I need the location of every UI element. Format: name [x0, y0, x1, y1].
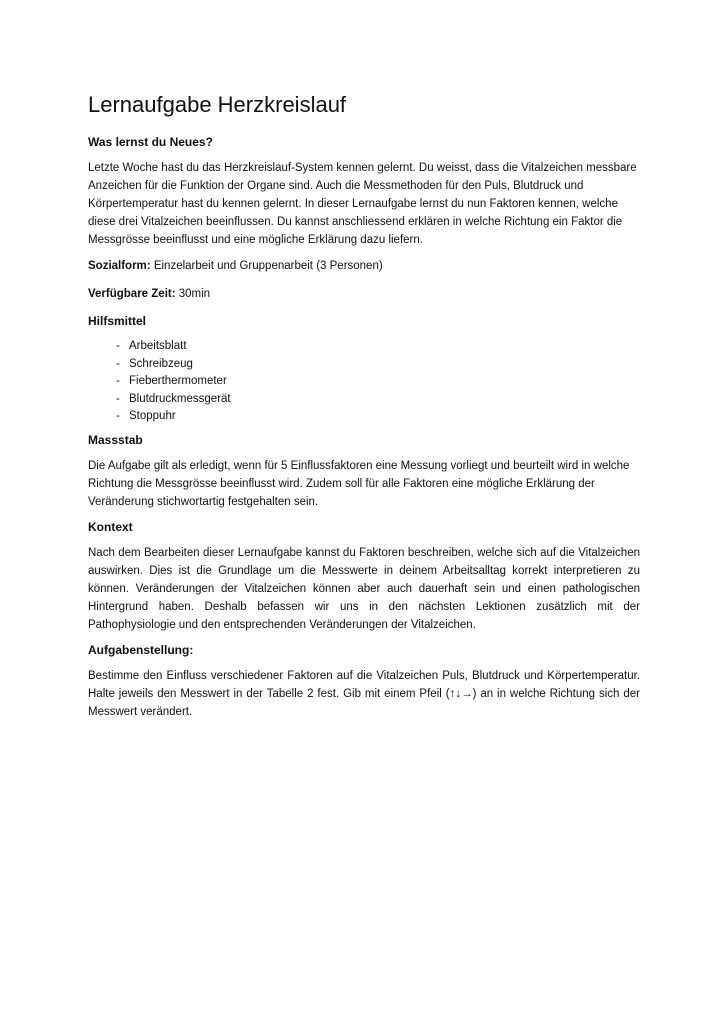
list-item: [88, 338, 640, 356]
list-dash: -: [116, 392, 120, 405]
section-heading-massstab: Massstab: [88, 432, 143, 447]
section-text-new: Letzte Woche hast du das Herzkreislauf-System kennen gelernt. Du weisst, dass die Vitalzeichen messbare Anzeichen für die Funktion der Organe sind. Auch die Messmethoden für den Puls, Blutdruck und Körpertemperatur hast du kennen gelernt. In dieser Lernaufgabe lernst du nun Faktoren kennen, welche diese drei Vitalzeichen beeinflussen. Du kannst anschliessend erklären in welche Richtung ein Faktor die Messgrösse beeinflusst und eine mögliche Erklärung dazu liefern.: [88, 162, 637, 246]
list-item-label: Arbeitsblatt: [129, 340, 187, 352]
section-heading-aufgabe: Aufgabenstellung:: [88, 642, 194, 657]
sozialform-label: Sozialform:: [88, 260, 151, 272]
section-text-kontext: Nach dem Bearbeiten dieser Lernaufgabe kannst du Faktoren beschreiben, welche sich auf die Vitalzeichen auswirken. Dies ist die Grundlage um die Messwerte in deinem Arbeitsalltag korrekt interpretieren zu können. Veränderungen der Vitalzeichen können aber auch dauerhaft sein und einen pathologischen Hintergrund haben. Deshalb befassen wir uns in den nächsten Lektionen zusätzlich mit der Pathophysiologie und den entsprechenden Veränderungen der Vitalzeichen.: [88, 546, 640, 631]
zeit-label: Verfügbare Zeit:: [88, 288, 176, 300]
zeit-line: [88, 285, 640, 303]
list-dash: -: [116, 357, 120, 370]
zeit-value: 30min: [175, 288, 211, 300]
section-text-massstab: Die Aufgabe gilt als erledigt, wenn für 5 Einflussfaktoren eine Messung vorliegt und beurteilt wird in welche Richtung die Messgrösse beeinflusst wird. Zudem soll für alle Faktoren eine mögliche Erklärung der Veränderung stichwortartig festgehalten sein.: [88, 459, 630, 508]
list-item-label: Blutdruckmessgerät: [129, 392, 231, 405]
list-dash: -: [116, 340, 120, 352]
list-dash: -: [116, 410, 120, 422]
sozialform-line: [88, 257, 640, 275]
list-item-label: Stoppuhr: [129, 410, 176, 422]
list-item: [88, 373, 640, 391]
section-text-aufgabe: Bestimme den Einfluss verschiedener Faktoren auf die Vitalzeichen Puls, Blutdruck und Körpertemperatur. Halte jeweils den Messwert in der Tabelle 2 fest. Gib mit einem Pfeil (↑↓→) an in welche Richtung sich der Messwert verändert.: [88, 669, 640, 718]
hilfsmittel-list: [88, 338, 640, 426]
list-dash: -: [116, 375, 120, 387]
section-heading-kontext: Kontext: [88, 519, 133, 534]
list-item-label: Schreibzeug: [129, 357, 193, 370]
list-item: [88, 356, 640, 374]
page-title: Lernaufgabe Herzkreislauf: [88, 92, 347, 117]
list-item-label: Fieberthermometer: [129, 375, 227, 387]
list-item: [88, 391, 640, 409]
section-heading-new: Was lernst du Neues?: [88, 135, 213, 149]
sozialform-value: Einzelarbeit und Gruppenarbeit (3 Personen): [150, 260, 383, 272]
list-item: [88, 408, 640, 426]
section-heading-hilfsmittel: Hilfsmittel: [88, 314, 147, 328]
